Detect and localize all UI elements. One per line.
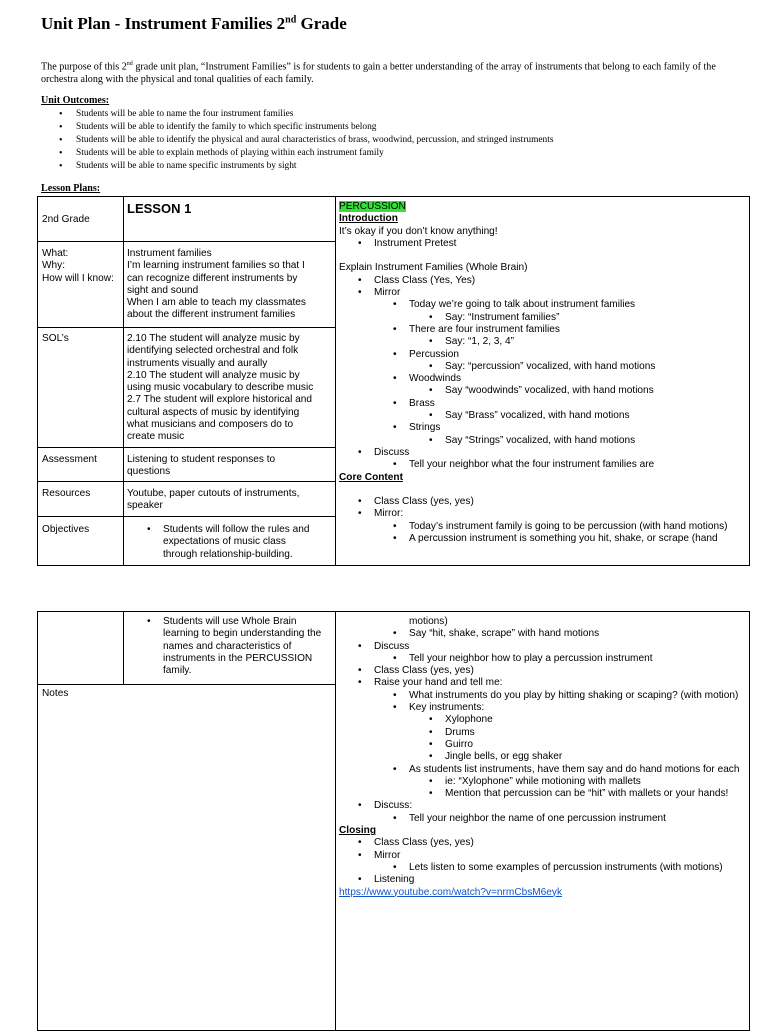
notes-label: Notes — [42, 688, 69, 699]
objectives-label: Objectives — [42, 524, 90, 535]
bullet-item: • Say: “Instrument families” — [339, 312, 747, 324]
bullet-item: • As students list instruments, have them say and do hand motions for each — [339, 764, 747, 776]
objective-item: • Students will follow the rules and expectations of music class through relationship-building. — [125, 524, 333, 561]
table1-row-divider — [37, 481, 335, 482]
resources-label: Resources — [42, 488, 91, 499]
bullet-item: • Today’s instrument family is going to be percussion (with hand motions) — [339, 521, 747, 533]
youtube-link[interactable]: https://www.youtube.com/watch?v=nrmCbsM6eyk — [339, 886, 562, 898]
bullet-item: • Mention that percussion can be “hit” with mallets or your hands! — [339, 788, 747, 800]
table2-col-divider — [123, 611, 124, 684]
bullet-item: • Tell your neighbor what the four instrument families are — [339, 459, 747, 471]
bullet-item: • Class Class (yes, yes) — [339, 665, 747, 677]
bullet-item: • Drums — [339, 727, 747, 739]
family-label-row — [339, 201, 747, 213]
table2-row-divider — [37, 684, 335, 685]
bullet-item: • Brass — [339, 398, 747, 410]
lesson-steps-part-1 — [339, 201, 747, 545]
bullet-item: • Instrument Pretest — [339, 238, 747, 250]
bullet-item: • Woodwinds — [339, 373, 747, 385]
bullet-item: • ie: “Xylophone” while motioning with mallets — [339, 776, 747, 788]
bullet-item: • Say “hit, shake, scrape” with hand motions — [339, 628, 747, 640]
bullet-item: • Class Class (Yes, Yes) — [339, 275, 747, 287]
bullet-item: • Mirror — [339, 850, 747, 862]
table1-row-divider — [37, 447, 335, 448]
table1-row-divider — [37, 241, 335, 242]
page-title: Unit Plan - Instrument Families 2nd Grade — [41, 14, 347, 33]
bullet-item: • Mirror: — [339, 508, 747, 520]
continued-text: motions) — [409, 616, 448, 627]
bullet-item: • Tell your neighbor the name of one percussion instrument — [339, 813, 747, 825]
what-why-how-labels: What: Why: How will I know: — [42, 248, 114, 284]
bullet-item: • Say: “percussion” vocalized, with hand motions — [339, 361, 747, 373]
bullet-item: • Mirror — [339, 287, 747, 299]
objective-item: • Students will use Whole Brain learning to begin understanding the names and characteristics of instruments in the PERCUSSION family. — [125, 616, 333, 677]
bullet-item: • Class Class (yes, yes) — [339, 496, 747, 508]
spacer — [339, 250, 747, 262]
outcome-item: • Students will be able to identify the family to which specific instruments belong — [41, 121, 753, 134]
lesson-plans-heading: Lesson Plans: — [41, 183, 101, 194]
bullet-item: • Jingle bells, or egg shaker — [339, 751, 747, 763]
table1-col-divider — [123, 196, 124, 566]
outcome-item: • Students will be able to identify the physical and aural characteristics of brass, woodwind, percussion, and stringed instruments — [41, 134, 753, 147]
section-heading: Introduction — [339, 213, 398, 225]
bullet-item: • Say “woodwinds” vocalized, with hand motions — [339, 385, 747, 397]
table1-col-divider — [335, 196, 336, 566]
bullet-item: • Percussion — [339, 349, 747, 361]
section-heading: Closing — [339, 825, 377, 837]
sols-label: SOL’s — [42, 333, 69, 344]
outcome-item: • Students will be able to name the four instrument families — [41, 108, 753, 121]
bullet-item: • Say: “1, 2, 3, 4” — [339, 336, 747, 348]
objectives-continued — [125, 616, 333, 677]
bullet-item: • A percussion instrument is something you hit, shake, or scrape (hand — [339, 533, 747, 545]
table2-col-divider — [335, 611, 336, 1031]
bullet-item: • Lets listen to some examples of percussion instruments (with motions) — [339, 862, 747, 874]
bullet-item: • There are four instrument families — [339, 324, 747, 336]
lesson-steps-part-2 — [339, 616, 747, 899]
bullet-item: • Today we’re going to talk about instrument families — [339, 299, 747, 311]
bullet-item: • Tell your neighbor how to play a percussion instrument — [339, 653, 747, 665]
assessment-value: Listening to student responses to questions — [127, 454, 276, 478]
bullet-item: • Say “Brass” vocalized, with hand motions — [339, 410, 747, 422]
what-why-how-values: Instrument families I’m learning instrument families so that I can recognize different instruments by sight and sound When I am able to teach my classmates about the different instrument families — [127, 248, 306, 321]
bullet-item: • Guirro — [339, 739, 747, 751]
bullet-item: • Class Class (yes, yes) — [339, 837, 747, 849]
highlighted-family-label: PERCUSSION — [339, 201, 406, 212]
bullet-item: • Listening — [339, 874, 747, 886]
text-line: It’s okay if you don’t know anything! — [339, 225, 498, 237]
grade-label: 2nd Grade — [42, 214, 90, 225]
bullet-item: • Say “Strings” vocalized, with hand motions — [339, 435, 747, 447]
resources-value: Youtube, paper cutouts of instruments, speaker — [127, 488, 300, 512]
outcome-item: • Students will be able to name specific instruments by sight — [41, 160, 753, 173]
spacer — [339, 484, 747, 496]
bullet-item: • Discuss — [339, 447, 747, 459]
outcomes-list — [41, 108, 753, 173]
table1-row-divider — [37, 516, 335, 517]
outcomes-heading: Unit Outcomes: — [41, 95, 110, 106]
lesson-number: LESSON 1 — [127, 201, 192, 216]
table1-row-divider — [37, 327, 335, 328]
sols-values: 2.10 The student will analyze music by identifying selected orchestral and folk instruments visually and aurally 2.10 The student will analyze music by using music vocabulary to describe music 2.7 The student will explore historical and cultural aspects of music by identifying what musicians and composers do to create music — [127, 333, 314, 443]
bullet-item: • Raise your hand and tell me: — [339, 677, 747, 689]
bullet-item: • Strings — [339, 422, 747, 434]
assessment-label: Assessment — [42, 454, 97, 465]
bullet-item: • Discuss: — [339, 800, 747, 812]
bullet-item: • What instruments do you play by hitting shaking or scaping? (with motion) — [339, 690, 747, 702]
section-heading: Core Content — [339, 471, 403, 483]
bullet-item: • Xylophone — [339, 714, 747, 726]
bullet-item: • Discuss — [339, 641, 747, 653]
text-line: Explain Instrument Families (Whole Brain) — [339, 262, 528, 274]
bullet-item: • Key instruments: — [339, 702, 747, 714]
outcome-item: • Students will be able to explain methods of playing within each instrument family — [41, 147, 753, 160]
intro-paragraph: The purpose of this 2nd grade unit plan, “Instrument Families” is for students to gain a better understanding of the array of instruments that belong to each family of the orchestra along with the physical and tonal qualities of each family. — [41, 61, 716, 86]
objectives-value — [125, 524, 333, 561]
